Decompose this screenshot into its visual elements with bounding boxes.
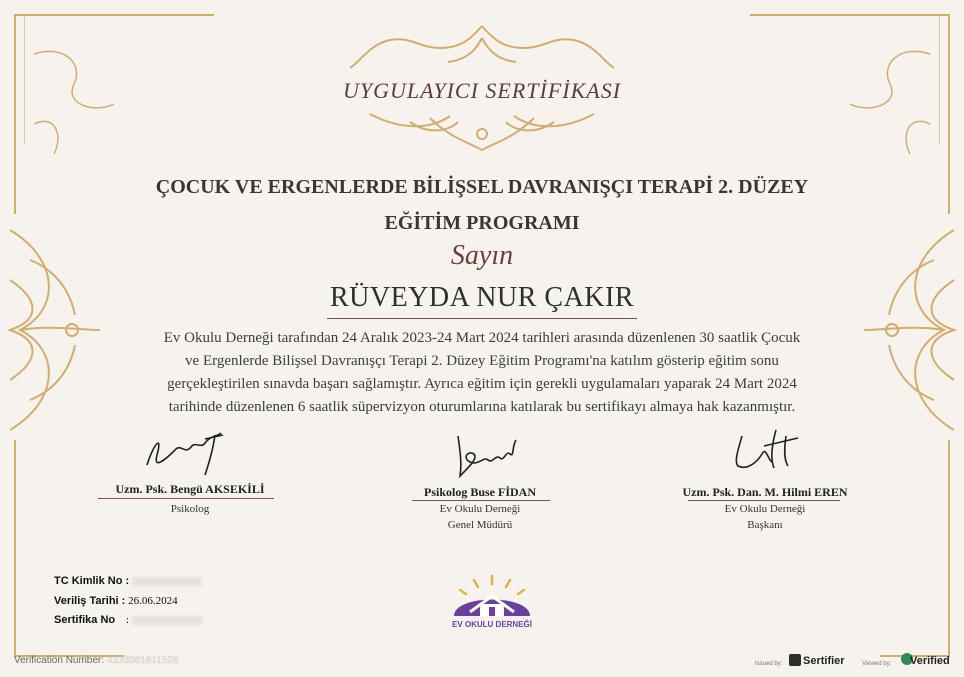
cert-no-sep: : — [125, 614, 129, 626]
issue-date-label: Veriliş Tarihi : — [54, 595, 126, 607]
issued-by-label: Issued by: — [755, 661, 783, 667]
body-line-2: ve Ergenlerde Bilişsel Davranışçı Terapi 2. Düzey Eğitim Programı'na katılım gösterip eğitim sonu — [185, 353, 779, 369]
signatory-3-org: Ev Okulu Derneği — [724, 503, 806, 515]
signatory-1-name: Uzm. Psk. Bengü AKSEKİLİ — [115, 482, 265, 496]
program-title-line1: ÇOCUK VE ERGENLERDE BİLİŞSEL DAVRANIŞÇI TERAPİ 2. DÜZEY — [155, 176, 809, 198]
house-sun-icon — [440, 572, 544, 622]
signatory-2-role: Genel Müdürü — [447, 519, 513, 531]
recipient-name: RÜVEYDA NUR ÇAKIR — [329, 282, 635, 313]
signatory-2-name: Psikolog Buse FİDAN — [423, 485, 536, 499]
ev-okulu-logo — [440, 572, 544, 634]
signatory-2-rule — [412, 500, 550, 501]
verified-brand[interactable]: Verified — [910, 655, 950, 667]
cert-no-label: Sertifika No — [54, 614, 116, 626]
frame-right-lower-line — [948, 440, 950, 655]
sertifier-logo-icon — [789, 654, 801, 666]
signatory-1-rule — [98, 498, 274, 499]
tc-kimlik-label: TC Kimlik No : — [54, 575, 130, 587]
verification-row — [14, 655, 178, 666]
body-line-3: gerçekleştirilen sınavda başarı sağlamıştır. Ayrıca eğitim için gerekli uygulamaları yaparak 24 Mart 2024 — [167, 376, 797, 392]
signatory-3-rule — [688, 500, 840, 501]
sertifier-brand[interactable]: Sertifier — [803, 655, 845, 667]
cert-no-redacted — [132, 616, 202, 625]
viewed-by-label: Viewed by: — [862, 661, 892, 667]
recipient-underline — [327, 318, 637, 319]
signature-3-icon — [728, 424, 818, 479]
cert-no-row — [54, 614, 202, 626]
tc-kimlik-row — [54, 575, 202, 587]
certificate-title: UYGULAYICI SERTİFİKASI — [342, 78, 622, 103]
body-line-4: tarihinde düzenlenen 6 saatlik süpervizyon oturumlarına katılarak bu sertifikayı almaya hak kazanmıştır. — [168, 399, 796, 415]
signatory-3-name: Uzm. Psk. Dan. M. Hilmi EREN — [682, 485, 848, 499]
program-title-line2: EĞİTİM PROGRAMI — [384, 212, 580, 234]
salutation: Sayın — [450, 240, 514, 271]
issue-date-row — [54, 595, 178, 607]
issue-date-value: 26.06.2024 — [128, 595, 178, 607]
verification-label: Verification Number: — [14, 655, 105, 666]
signatory-3-role: Başkanı — [747, 519, 783, 531]
signature-1-icon — [135, 425, 235, 480]
verification-number: 4333581811528 — [106, 655, 179, 666]
tc-kimlik-redacted — [132, 577, 202, 586]
signatory-1-title: Psikolog — [170, 503, 210, 515]
body-line-1: Ev Okulu Derneği tarafından 24 Aralık 2023-24 Mart 2024 tarihleri arasında düzenlenen 30 saatlik Çocuk — [163, 330, 801, 346]
logo-text: EV OKULU DERNEĞİ — [451, 620, 532, 629]
signature-2-icon — [440, 428, 530, 483]
signatory-2-org: Ev Okulu Derneği — [439, 503, 521, 515]
frame-left-lower-line — [14, 440, 16, 655]
